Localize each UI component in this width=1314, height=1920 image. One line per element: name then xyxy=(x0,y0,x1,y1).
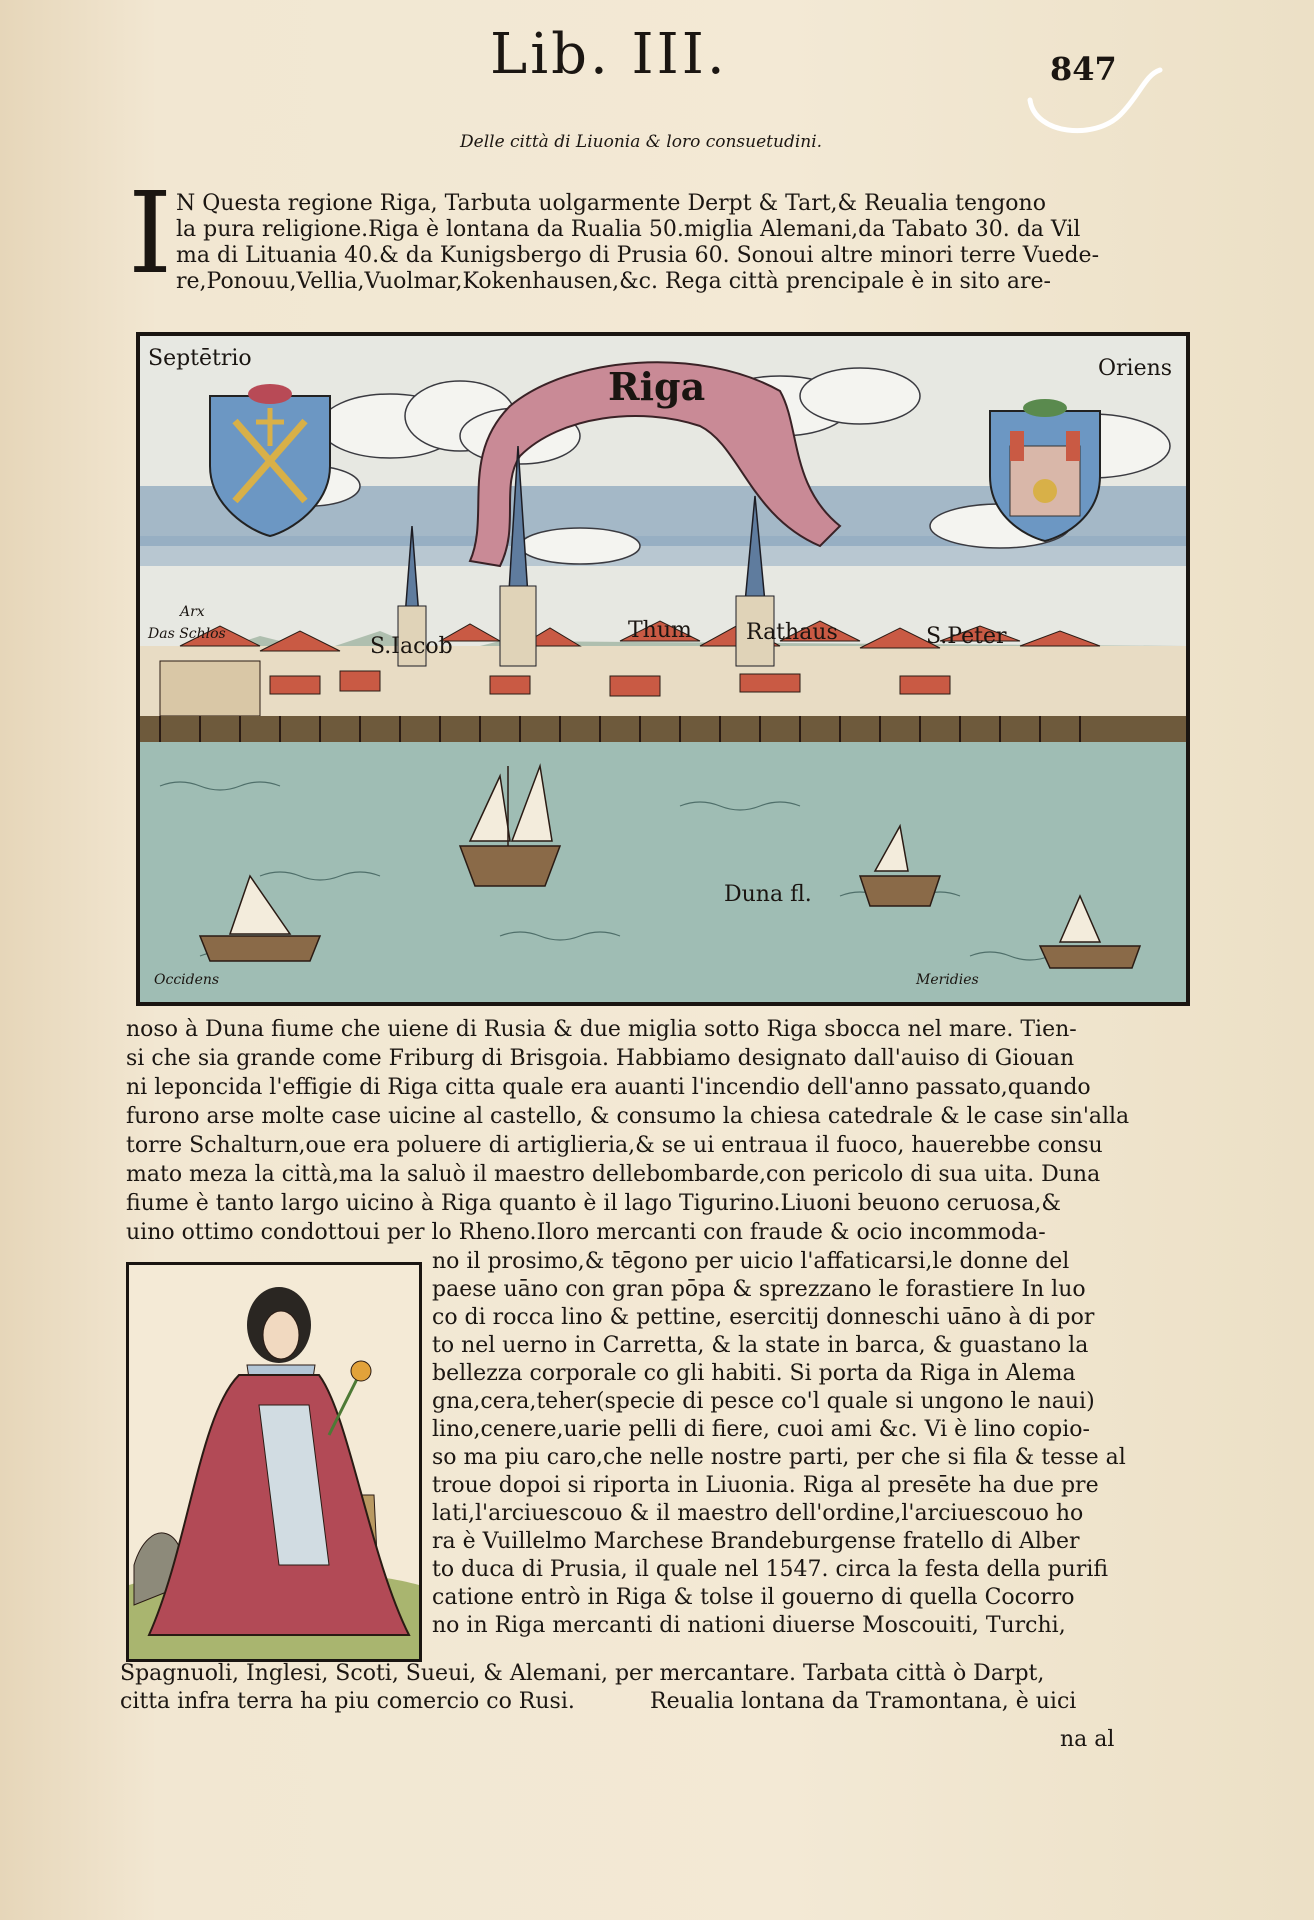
side-line: ra è Vuillelmo Marchese Brandeburgense fratello di Alber xyxy=(432,1529,1080,1554)
tail-line: na al xyxy=(1060,1727,1115,1752)
label-schlos: Das Schlos xyxy=(148,626,226,642)
body-line: noso à Duna fiume che uiene di Rusia & due miglia sotto Riga sbocca nel mare. Tien- xyxy=(126,1017,1077,1042)
label-s-peter: S.Peter xyxy=(926,624,1007,649)
side-line: co di rocca lino & pettine, esercitij donneschi uāno à di por xyxy=(432,1305,1095,1330)
intro-line: re,Ponouu,Vellia,Vuolmar,Kokenhausen,&c. Rega città prencipale è in sito are- xyxy=(176,269,1051,294)
banner-title: Riga xyxy=(608,364,706,409)
side-line: lino,cenere,uarie pelli di fiere, cuoi ami &c. Vi è lino copio- xyxy=(432,1417,1090,1442)
woodcut-illustration xyxy=(140,336,1186,1002)
label-south: Meridies xyxy=(916,972,979,988)
side-line: catione entrò in Riga & tolse il gouerno di quella Cocorro xyxy=(432,1585,1075,1610)
face xyxy=(263,1311,299,1359)
page-number: 847 xyxy=(1050,50,1117,88)
drop-cap: I xyxy=(128,169,173,299)
pencil-annotation xyxy=(1025,60,1165,140)
body-line: mato meza la città,ma la saluò il maestro dellebombarde,con pericolo di sua uita. Duna xyxy=(126,1162,1101,1187)
side-line: troue dopoi si riporta in Liuonia. Riga al presēte ha due pre xyxy=(432,1473,1099,1498)
riga-woodcut xyxy=(136,332,1190,1006)
intro-line: la pura religione.Riga è lontana da Rualia 50.miglia Alemani,da Tabato 30. da Vil xyxy=(176,217,1081,242)
side-line: bellezza corporale co gli habiti. Si porta da Riga in Alema xyxy=(432,1361,1076,1386)
label-river: Duna fl. xyxy=(724,882,812,907)
label-thum: Thum xyxy=(628,618,692,643)
side-line: so ma piu caro,che nelle nostre parti, per che si fila & tesse al xyxy=(432,1445,1126,1470)
portrait-illustration xyxy=(129,1265,419,1659)
side-line: to nel uerno in Carretta, & la state in barca, & guastano la xyxy=(432,1333,1089,1358)
flower-icon xyxy=(351,1361,371,1381)
woman-portrait-woodcut xyxy=(126,1262,422,1662)
wharf xyxy=(140,716,1186,742)
section-title: Delle città di Liuonia & loro consuetudini. xyxy=(460,132,823,152)
body-line: ni leponcida l'effigie di Riga citta quale era auanti l'incendio dell'anno passato,quando xyxy=(126,1075,1091,1100)
body-line: si che sia grande come Friburg di Brisgoia. Habbiamo designato dall'auiso di Giouan xyxy=(126,1046,1075,1071)
label-rathaus: Rathaus xyxy=(746,620,838,645)
label-north: Septētrio xyxy=(148,346,252,371)
label-arx: Arx xyxy=(180,604,205,620)
body-line: uino ottimo condottoui per lo Rheno.Iloro mercanti con fraude & ocio incommoda- xyxy=(126,1220,1046,1245)
side-line: lati,l'arciuescouo & il maestro dell'ordine,l'arciuescouo ho xyxy=(432,1501,1084,1526)
body-line: torre Schalturn,oue era poluere di artiglieria,& se ui entraua il fuoco, hauerebbe consu xyxy=(126,1133,1103,1158)
body-line: fiume è tanto largo uicino à Riga quanto è il lago Tigurino.Liuoni beuono ceruosa,& xyxy=(126,1191,1061,1216)
side-line: gna,cera,teher(specie di pesce co'l quale si ungono le naui) xyxy=(432,1389,1095,1414)
label-east: Oriens xyxy=(1098,356,1173,381)
side-line: no in Riga mercanti di nationi diuerse Moscouiti, Turchi, xyxy=(432,1613,1066,1638)
side-line: no il prosimo,& tēgono per uicio l'affaticarsi,le donne del xyxy=(432,1249,1070,1274)
side-line: to duca di Prusia, il quale nel 1547. circa la festa della purifi xyxy=(432,1557,1109,1582)
label-s-iacob: S.Iacob xyxy=(370,634,453,659)
river-water xyxy=(140,742,1186,1002)
side-line: paese uāno con gran pōpa & sprezzano le forastiere In luo xyxy=(432,1277,1086,1302)
intro-line: ma di Lituania 40.& da Kunigsbergo di Prusia 60. Sonoui altre minori terre Vuede- xyxy=(176,243,1100,268)
book-number-heading: Lib. III. xyxy=(490,22,728,87)
body-line: furono arse molte case uicine al castello, & consumo la chiesa catedrale & le case sin'alla xyxy=(126,1104,1130,1129)
label-west: Occidens xyxy=(154,972,220,988)
intro-line: N Questa regione Riga, Tarbuta uolgarmente Derpt & Tart,& Reualia tengono xyxy=(176,191,1046,216)
tail-line: Reualia lontana da Tramontana, è uici xyxy=(650,1689,1077,1714)
tail-line: Spagnuoli, Inglesi, Scoti, Sueui, & Alemani, per mercantare. Tarbata città ò Darpt, xyxy=(120,1661,1045,1686)
castle xyxy=(160,661,260,716)
tail-line: citta infra terra ha piu comercio co Rusi. xyxy=(120,1689,575,1714)
